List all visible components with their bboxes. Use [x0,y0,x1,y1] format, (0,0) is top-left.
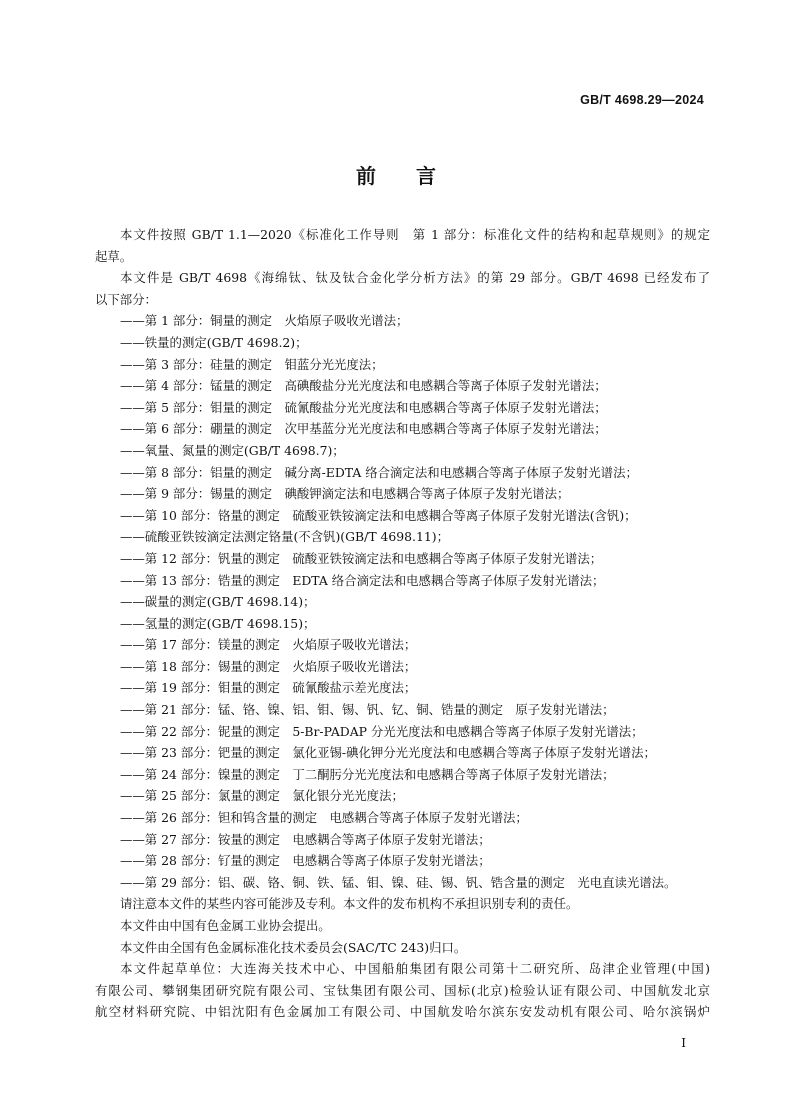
text-line: ——第 8 部分：铝量的测定 碱分离-EDTA 络合滴定法和电感耦合等离子体原子发射光谱法； [120,464,638,480]
text-line: ——第 21 部分：锰、铬、镍、铝、钼、锡、钒、钇、铜、锆量的测定 原子发射光谱法； [120,702,615,718]
text-line: ——第 26 部分：钽和钨含量的测定 电感耦合等离子体原子发射光谱法； [120,810,528,826]
text-line: ——第 4 部分：锰量的测定 高碘酸盐分光光度法和电感耦合等离子体原子发射光谱法； [120,378,607,394]
text-line: ——第 1 部分：铜量的测定 火焰原子吸收光谱法； [120,313,409,329]
text-line: ——第 25 部分：氯量的测定 氯化银分光光度法； [120,788,404,804]
text-line: 本文件由中国有色金属工业协会提出。 [120,918,331,933]
text-line: ——第 6 部分：硼量的测定 次甲基蓝分光光度法和电感耦合等离子体原子发射光谱法； [120,421,607,437]
text-line: ——第 28 部分：钌量的测定 电感耦合等离子体原子发射光谱法； [120,853,491,869]
standard-code: GB/T 4698.29—2024 [580,93,704,107]
title-char-1: 前 [356,164,376,188]
text-line: ——第 5 部分：钼量的测定 硫氰酸盐分光光度法和电感耦合等离子体原子发射光谱法； [120,399,607,415]
page-title [0,160,792,189]
text-line: 本文件由全国有色金属标准化技术委员会(SAC/TC 243)归口。 [120,939,467,955]
text-line: ——第 24 部分：镍量的测定 丁二酮肟分光光度法和电感耦合等离子体原子发射光谱法； [120,766,615,782]
text-line: 有限公司、攀钢集团研究院有限公司、宝钛集团有限公司、国标(北京)检验认证有限公司、中国航发北京 [95,982,710,998]
text-line: ——第 22 部分：铌量的测定 5-Br-PADAP 分光光度法和电感耦合等离子体原子发射光谱法； [120,723,644,739]
text-line: ——氧量、氮量的测定(GB/T 4698.7)； [120,442,345,458]
text-line: 起草。 [95,248,133,264]
text-line: 本文件起草单位：大连海关技术中心、中国船舶集团有限公司第十二研究所、岛津企业管理(中国) [120,961,710,977]
text-line: ——第 27 部分：铵量的测定 电感耦合等离子体原子发射光谱法； [120,831,491,847]
text-line: ——第 12 部分：钒量的测定 硫酸亚铁铵滴定法和电感耦合等离子体原子发射光谱法； [120,550,603,566]
text-line: ——第 18 部分：锡量的测定 火焰原子吸收光谱法； [120,658,417,674]
text-line: ——第 23 部分：钯量的测定 氯化亚锡-碘化钾分光光度法和电感耦合等离子体原子发射光谱法； [120,745,656,761]
text-line: 本文件是 GB/T 4698《海绵钛、钛及钛合金化学分析方法》的第 29 部分。GB/T 4698 已经发布了 [120,270,710,286]
text-line: ——铁量的测定(GB/T 4698.2)； [120,334,308,350]
text-line: ——第 13 部分：锆量的测定 EDTA 络合滴定法和电感耦合等离子体原子发射光谱法； [120,572,605,588]
text-line: ——碳量的测定(GB/T 4698.14)； [120,594,316,610]
text-line: ——硫酸亚铁铵滴定法测定铬量(不含钒)(GB/T 4698.11)； [120,529,449,545]
text-line: 请注意本文件的某些内容可能涉及专利。本文件的发布机构不承担识别专利的责任。 [120,896,579,912]
text-line: ——第 9 部分：锡量的测定 碘酸钾滴定法和电感耦合等离子体原子发射光谱法； [120,486,570,502]
foreword-body [95,224,710,1023]
text-line: ——第 19 部分：钼量的测定 硫氰酸盐示差光度法； [120,680,417,696]
text-line: ——第 17 部分：镁量的测定 火焰原子吸收光谱法； [120,637,417,653]
page-number: I [681,1036,686,1050]
title-char-2: 言 [416,164,436,188]
text-line: 航空材料研究院、中铝沈阳有色金属加工有限公司、中国航发哈尔滨东安发动机有限公司、哈尔滨锅炉 [95,1004,710,1020]
text-line: ——第 29 部分：铝、碳、铬、铜、铁、锰、钼、镍、硅、锡、钒、锆含量的测定 光电直读光谱法。 [120,874,677,890]
text-line: ——氢量的测定(GB/T 4698.15)； [120,615,316,631]
text-line: 本文件按照 GB/T 1.1—2020《标准化工作导则 第 1 部分：标准化文件的结构和起草规则》的规定 [120,227,710,242]
text-line: ——第 10 部分：铬量的测定 硫酸亚铁铵滴定法和电感耦合等离子体原子发射光谱法(含钒)； [120,507,637,523]
text-line: ——第 3 部分：硅量的测定 钼蓝分光光度法； [120,356,384,372]
text-line: 以下部分： [95,291,157,307]
